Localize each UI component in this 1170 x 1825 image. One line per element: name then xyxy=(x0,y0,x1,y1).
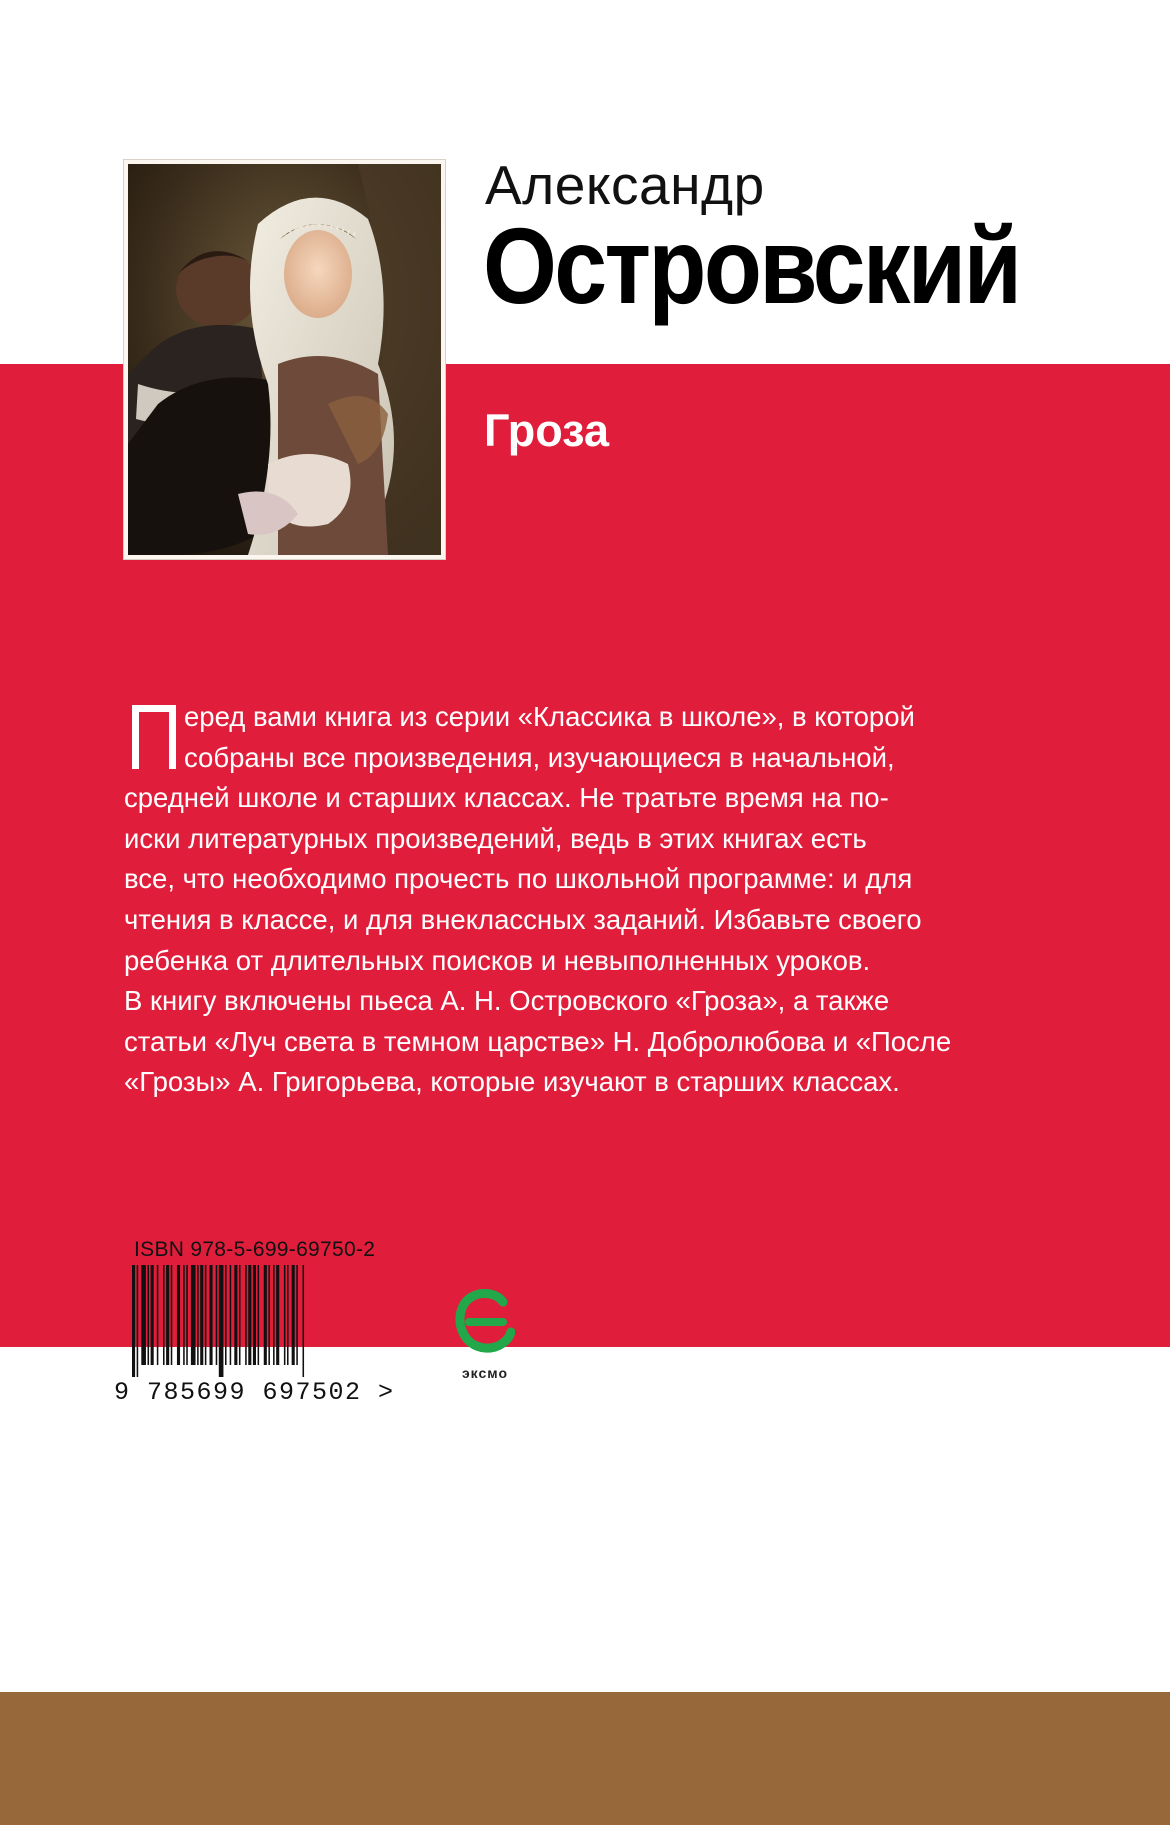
barcode-bar xyxy=(292,1265,295,1365)
barcode-bar xyxy=(151,1265,154,1365)
barcode-bar xyxy=(177,1265,180,1365)
barcode-bar xyxy=(303,1265,305,1377)
barcode-digits: 9 785699 697502 > xyxy=(114,1378,395,1407)
barcode-bar xyxy=(216,1265,218,1365)
barcode-bar xyxy=(268,1265,270,1365)
book-annotation xyxy=(124,697,1019,1103)
barcode-bar xyxy=(166,1265,169,1365)
annotation-line: все, что необходимо прочесть по школьной программе: и для xyxy=(124,863,913,895)
barcode-bar xyxy=(157,1265,159,1365)
barcode-bar xyxy=(296,1265,298,1365)
annotation-line: средней школе и старших классах. Не тратьте время на по- xyxy=(124,782,889,814)
annotation-line: иски литературных произведений, ведь в этих книгах есть xyxy=(124,822,867,854)
barcode-bar xyxy=(183,1265,185,1365)
barcode-bar xyxy=(191,1265,196,1365)
barcode-bar xyxy=(264,1265,267,1365)
barcode-bar xyxy=(200,1265,203,1365)
barcode-bar xyxy=(230,1265,232,1365)
eksmo-logo-icon xyxy=(455,1288,515,1354)
barcode-bar xyxy=(253,1265,256,1365)
book-title: Гроза xyxy=(484,405,609,456)
barcode-bar xyxy=(276,1265,279,1365)
barcode-bar xyxy=(245,1265,247,1365)
barcode-bar xyxy=(219,1265,224,1377)
barcode-bar xyxy=(225,1265,227,1365)
annotation-line: собраны все произведения, изучающиеся в начальной, xyxy=(184,741,895,773)
publisher-name: эксмо xyxy=(461,1365,509,1381)
annotation-paragraph-1 xyxy=(124,697,1019,981)
annotation-line: статьи «Луч света в темном царстве» Н. Добролюбова и «После xyxy=(124,1025,952,1057)
barcode-bar xyxy=(248,1265,251,1365)
annotation-line: ребенка от длительных поисков и невыполненных уроков. xyxy=(124,944,871,976)
barcode-bar xyxy=(132,1265,135,1377)
barcode-bar xyxy=(137,1265,139,1377)
barcode-bar xyxy=(205,1265,207,1365)
painting-image xyxy=(128,164,441,555)
barcode-bar xyxy=(171,1265,173,1365)
barcode-bar xyxy=(148,1265,150,1365)
author-last-name: Островский xyxy=(483,205,1020,326)
barcode-bar xyxy=(197,1265,199,1365)
barcode-bar xyxy=(141,1265,146,1365)
annotation-line: чтения в классе, и для внеклассных заданий. Избавьте своего xyxy=(124,903,922,935)
annotation-paragraph-2 xyxy=(124,981,1019,1103)
brown-bottom-band xyxy=(0,1692,1170,1825)
isbn-label: ISBN 978-5-699-69750-2 xyxy=(134,1238,376,1261)
annotation-line: еред вами книга из серии «Классика в школе», в которой xyxy=(184,701,915,732)
annotation-line: В книгу включены пьеса А. Н. Островского «Гроза», а также xyxy=(124,985,890,1017)
barcode-bar xyxy=(284,1265,286,1365)
barcode-bar xyxy=(186,1265,188,1365)
isbn-barcode xyxy=(132,1265,364,1377)
barcode-bar xyxy=(234,1265,237,1365)
author-first-name: Александр xyxy=(485,154,765,216)
barcode-bar xyxy=(273,1265,275,1365)
cover-painting xyxy=(124,160,445,559)
barcode-bar xyxy=(258,1265,260,1365)
barcode-bar xyxy=(163,1265,165,1365)
barcode-bar xyxy=(210,1265,213,1365)
barcode-bar xyxy=(239,1265,241,1365)
annotation-line: «Грозы» А. Григорьева, которые изучают в старших классах. xyxy=(124,1066,900,1098)
barcode-bar xyxy=(287,1265,289,1365)
